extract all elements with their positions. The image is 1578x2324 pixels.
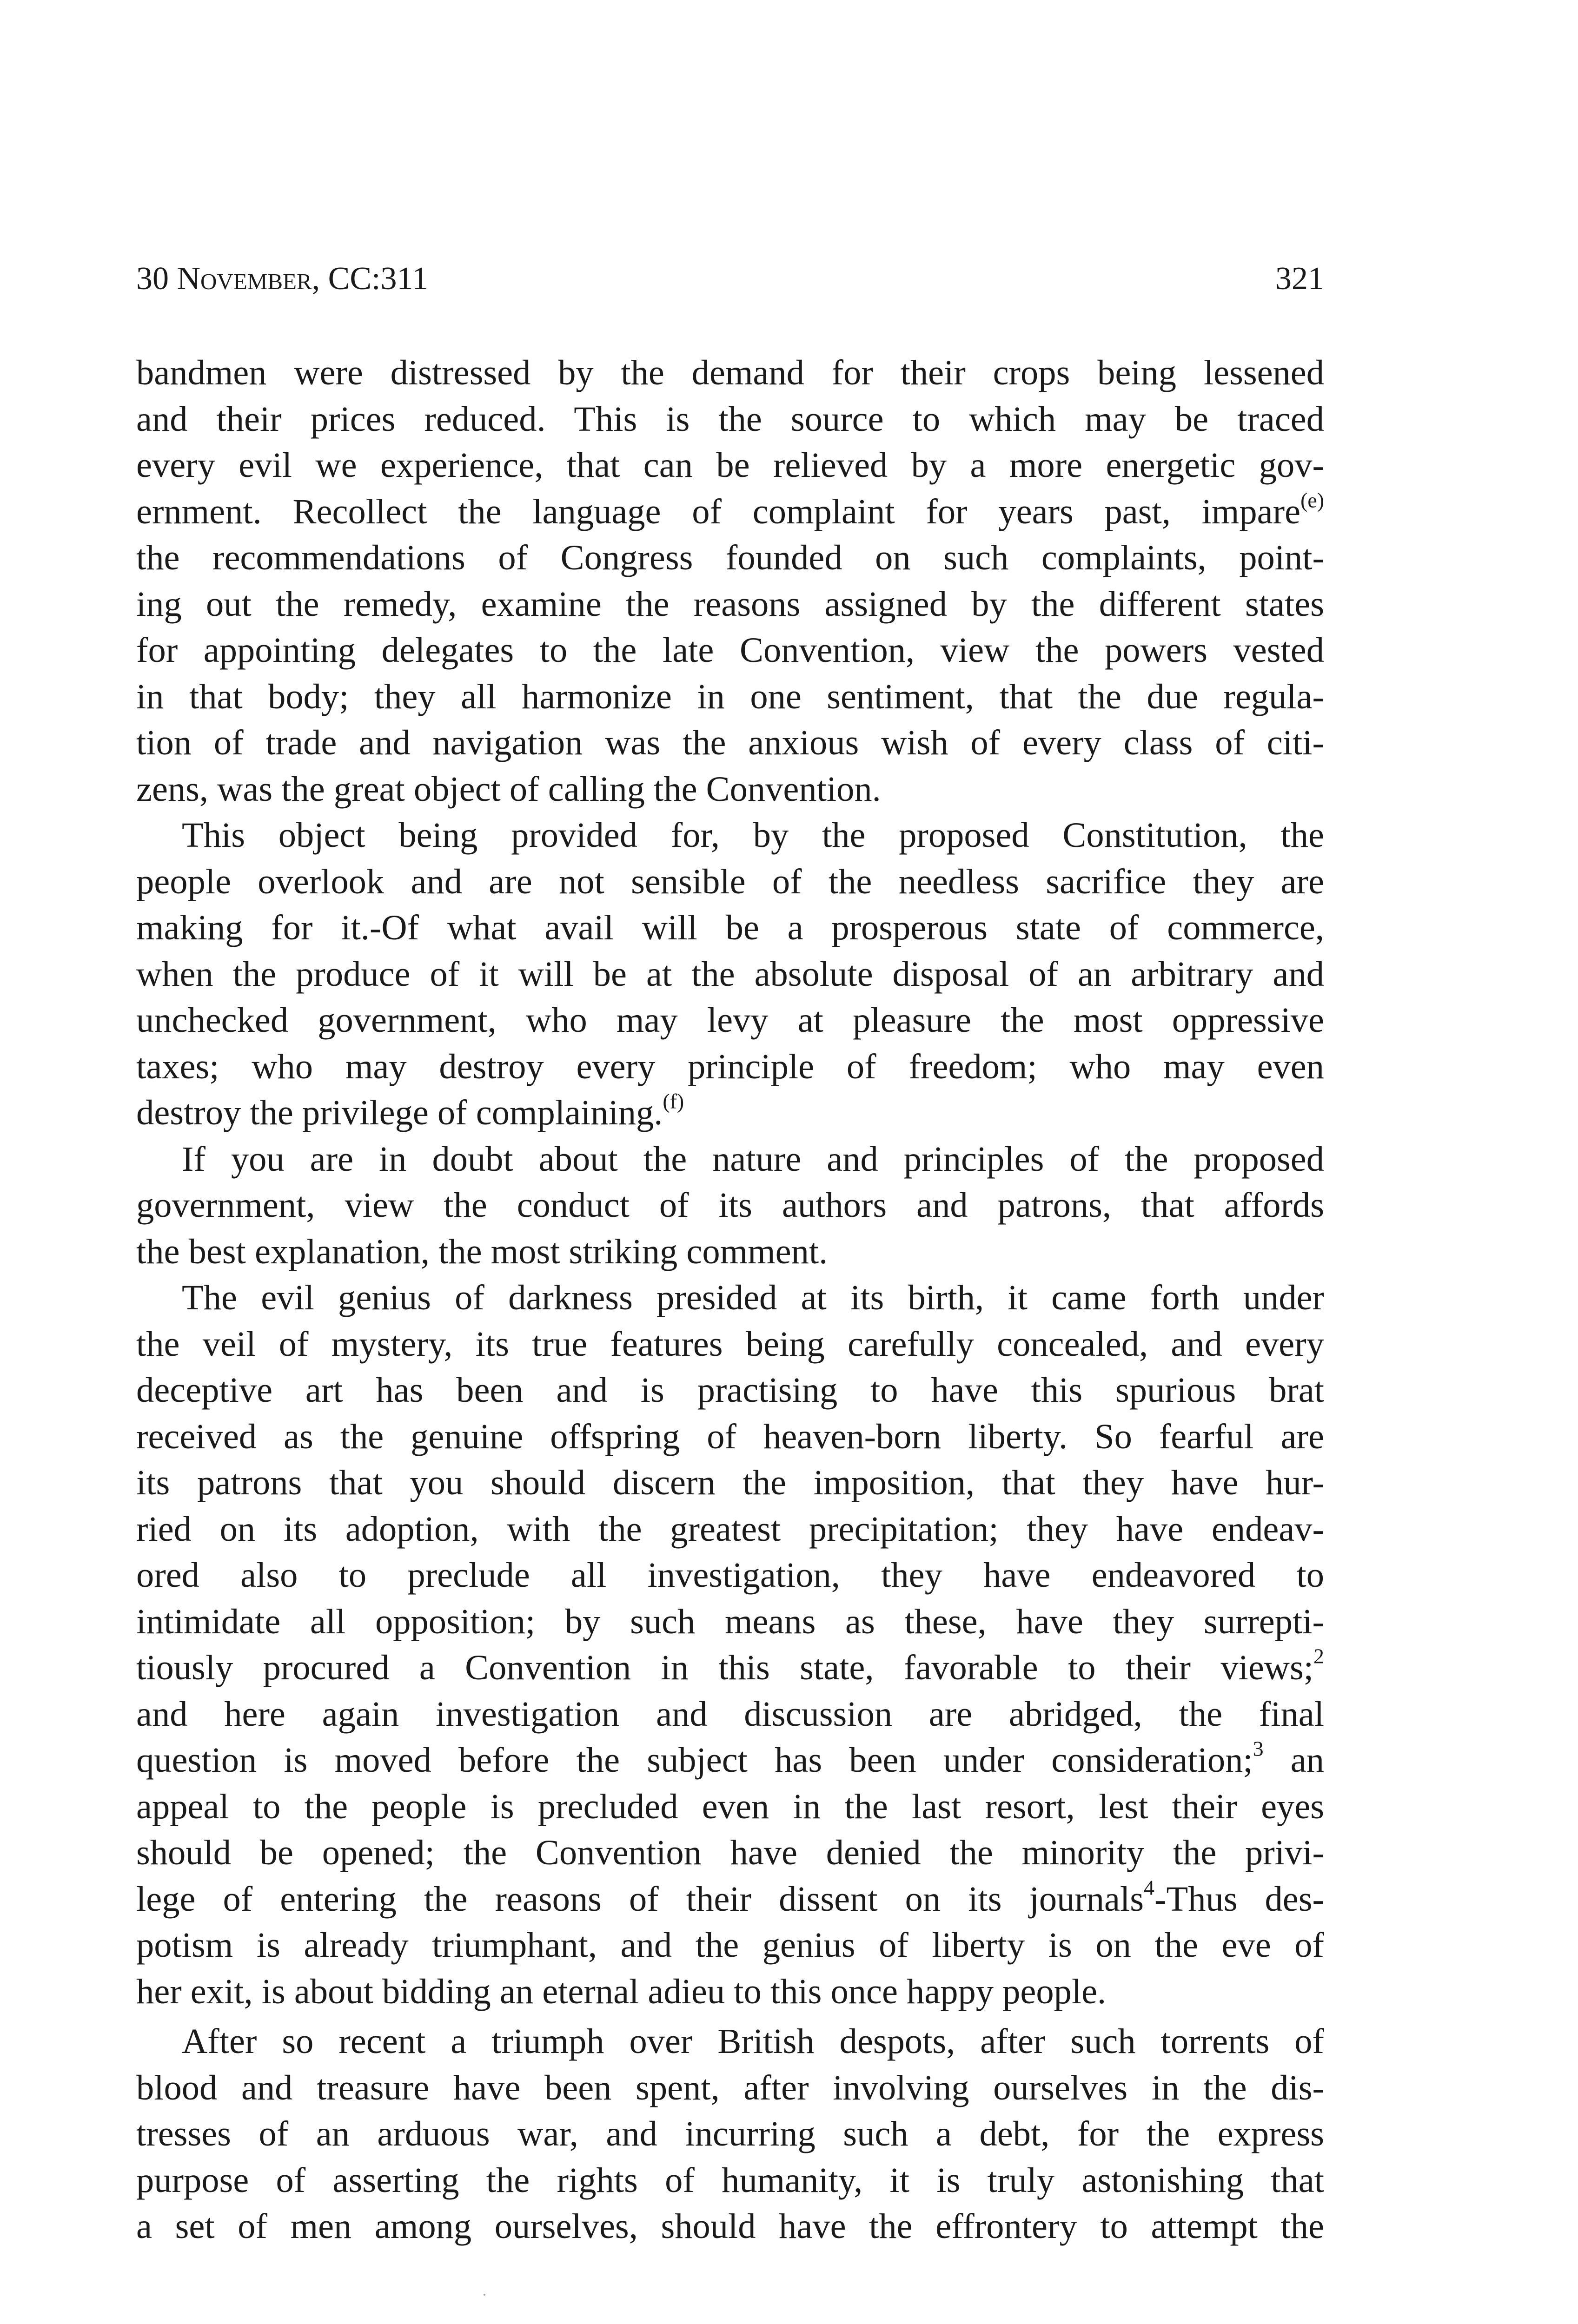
running-head-left bbox=[136, 258, 428, 300]
paragraph-2 bbox=[136, 812, 1324, 1136]
text-line: government, view the conduct of its authors and patrons, that affords bbox=[136, 1185, 1324, 1225]
text-line: If you are in doubt about the nature and principles of the proposed bbox=[182, 1139, 1324, 1179]
footnote-marker-e: (e) bbox=[1300, 488, 1324, 512]
text-line: ing out the remedy, examine the reasons assigned by the different states bbox=[136, 584, 1324, 624]
text-line: the veil of mystery, its true features being carefully concealed, and every bbox=[136, 1324, 1324, 1364]
running-head bbox=[136, 258, 1324, 300]
text-line: the best explanation, the most striking comment. bbox=[136, 1231, 828, 1271]
text-line: when the produce of it will be at the absolute disposal of an arbitrary and bbox=[136, 954, 1324, 994]
footnote-marker-4: 4 bbox=[1144, 1875, 1154, 1900]
text-line-body: destroy the privilege of complaining. bbox=[136, 1093, 663, 1132]
header-doc-ref: , CC:311 bbox=[312, 261, 428, 297]
text-line: and here again investigation and discussion are abridged, the final bbox=[136, 1694, 1324, 1734]
paper-speck bbox=[484, 2294, 485, 2296]
text-line: This object being provided for, by the proposed Constitution, the bbox=[182, 815, 1324, 855]
text-line: The evil genius of darkness presided at its birth, it came forth under bbox=[182, 1278, 1324, 1317]
text-line: in that body; they all harmonize in one sentiment, that the due regula- bbox=[136, 676, 1324, 716]
paragraph-5 bbox=[136, 2018, 1324, 2250]
text-line: potism is already triumphant, and the genius of liberty is on the eve of bbox=[136, 1925, 1324, 1965]
text-line: intimidate all opposition; by such means as these, have they surrepti- bbox=[136, 1601, 1324, 1641]
text-line-with-note bbox=[136, 1737, 1324, 1783]
text-line: deceptive art has been and is practising to have this spurious brat bbox=[136, 1370, 1324, 1410]
text-line: ored also to preclude all investigation, they have endeavored to bbox=[136, 1555, 1324, 1595]
text-line: After so recent a triumph over British despots, after such torrents of bbox=[182, 2021, 1324, 2061]
text-line: appeal to the people is precluded even in the last resort, lest their eyes bbox=[136, 1786, 1324, 1826]
text-line: should be opened; the Convention have denied the minority the privi- bbox=[136, 1833, 1324, 1872]
text-line: ried on its adoption, with the greatest precipitation; they have endeav- bbox=[136, 1509, 1324, 1549]
text-line: taxes; who may destroy every principle of freedom; who may even bbox=[136, 1046, 1324, 1086]
paragraph-3 bbox=[136, 1136, 1324, 1275]
text-line-tail: -Thus des- bbox=[1154, 1879, 1324, 1919]
text-line: blood and treasure have been spent, after involving ourselves in the dis- bbox=[136, 2067, 1324, 2107]
text-line: every evil we experience, that can be relieved by a more energetic gov- bbox=[136, 445, 1324, 485]
text-line: the recommendations of Congress founded on such complaints, point- bbox=[136, 538, 1324, 577]
text-line-with-note bbox=[136, 1876, 1324, 1922]
text-line: her exit, is about bidding an eternal adieu to this once happy people. bbox=[136, 1971, 1107, 2011]
text-line: for appointing delegates to the late Convention, view the powers vested bbox=[136, 630, 1324, 670]
body-text bbox=[136, 350, 1324, 2250]
text-line-body: lege of entering the reasons of their dissent on its journals bbox=[136, 1879, 1144, 1919]
header-month: November bbox=[177, 261, 312, 297]
text-line: tresses of an arduous war, and incurring such a debt, for the express bbox=[136, 2114, 1324, 2153]
text-line-with-note bbox=[136, 489, 1324, 535]
text-line-body: ernment. Recollect the language of complaint for years past, impare bbox=[136, 491, 1301, 531]
page-number: 321 bbox=[1275, 261, 1324, 297]
text-line: unchecked government, who may levy at pleasure the most oppressive bbox=[136, 1000, 1324, 1040]
header-date: 30 bbox=[136, 261, 177, 297]
text-line-body: tiously procured a Convention in this state, favorable to their views; bbox=[136, 1648, 1314, 1687]
text-line-with-note bbox=[136, 1089, 1324, 1136]
text-line: received as the genuine offspring of heaven-born liberty. So fearful are bbox=[136, 1416, 1324, 1456]
text-line: making for it.-Of what avail will be a prosperous state of commerce, bbox=[136, 908, 1324, 947]
text-line-tail: an bbox=[1263, 1740, 1324, 1780]
text-line-with-note bbox=[136, 1644, 1324, 1691]
footnote-marker-3: 3 bbox=[1253, 1736, 1264, 1761]
text-line: its patrons that you should discern the imposition, that they have hur- bbox=[136, 1463, 1324, 1502]
text-line: zens, was the great object of calling the Convention. bbox=[136, 769, 881, 809]
text-line: tion of trade and navigation was the anxious wish of every class of citi- bbox=[136, 723, 1324, 762]
paragraph-1 bbox=[136, 350, 1324, 812]
text-line: purpose of asserting the rights of humanity, it is truly astonishing that bbox=[136, 2160, 1324, 2200]
text-line: people overlook and are not sensible of the needless sacrifice they are bbox=[136, 861, 1324, 901]
footnote-marker-f: (f) bbox=[663, 1089, 684, 1113]
text-line: and their prices reduced. This is the source to which may be traced bbox=[136, 399, 1324, 439]
text-line: bandmen were distressed by the demand for their crops being lessened bbox=[136, 353, 1324, 392]
footnote-marker-2: 2 bbox=[1313, 1644, 1324, 1668]
text-line: a set of men among ourselves, should have the effrontery to attempt the bbox=[136, 2206, 1324, 2246]
text-line-body: question is moved before the subject has been under consideration; bbox=[136, 1740, 1253, 1780]
paragraph-4 bbox=[136, 1274, 1324, 2014]
